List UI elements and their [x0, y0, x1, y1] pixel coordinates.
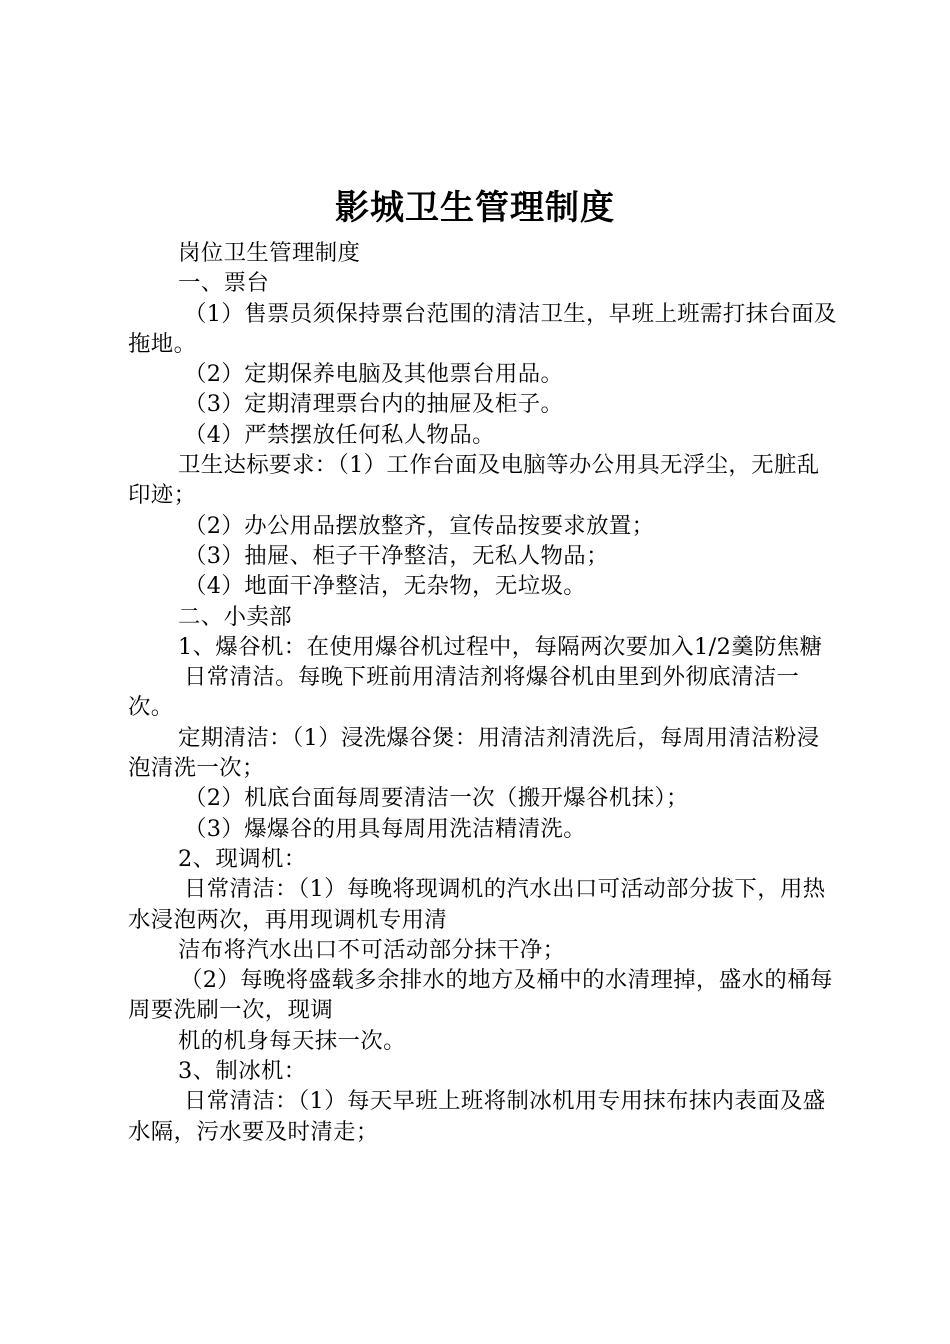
paragraph: （2）定期保养电脑及其他票台用品。 [184, 361, 564, 388]
paragraph: （3）爆爆谷的用具每周用洗洁精清洗。 [184, 815, 587, 842]
section-heading: 3、制冰机： [178, 1058, 307, 1085]
paragraph: （2）机底台面每周要清洁一次（搬开爆谷机抹）； [184, 785, 689, 812]
paragraph: 日常清洁。每晚下班前用清洁剂将爆谷机由里到外彻底清洁一次。 [128, 664, 800, 721]
paragraph: （4）地面干净整洁，无杂物，无垃圾。 [184, 573, 587, 600]
paragraph: 卫生达标要求：（1）工作台面及电脑等办公用具无浮尘，无脏乱印迹； [128, 452, 820, 509]
document-title: 影城卫生管理制度 [335, 188, 615, 228]
paragraph: 1、爆谷机：在使用爆谷机过程中，每隔两次要加入1/2羹防焦糖 [178, 633, 823, 660]
paragraph: 定期清洁：（1）浸洗爆谷煲：用清洁剂清洗后，每周用清洁粉浸泡清洗一次； [128, 724, 820, 782]
paragraph: 日常清洁：（1）每晚将现调机的汽水出口可活动部分拔下，用热水浸泡两次，再用现调机专用清 [128, 876, 826, 933]
paragraph: （2）每晚将盛载多余排水的地方及桶中的水清理掉，盛水的桶每周要洗刷一次，现调 [128, 967, 833, 1024]
paragraph: （4）严禁摆放任何私人物品。 [184, 421, 495, 448]
paragraph: （1）售票员须保持票台范围的清洁卫生，早班上班需打抹台面及拖地。 [128, 300, 837, 357]
paragraph: 岗位卫生管理制度 [178, 240, 361, 266]
section-heading: 一、票台 [178, 270, 270, 297]
paragraph: （3）定期清理票台内的抽屉及柜子。 [184, 391, 564, 418]
paragraph: 机的机身每天抹一次。 [178, 1027, 406, 1054]
document-body [128, 238, 838, 1147]
paragraph: 日常清洁：（1）每天早班上班将制冰机用专用抹布抹内表面及盛水隔，污水要及时清走； [128, 1088, 826, 1145]
section-heading: 二、小卖部 [178, 603, 292, 630]
section-heading: 2、现调机： [178, 845, 307, 872]
paragraph: 洁布将汽水出口不可活动部分抹干净； [178, 936, 566, 963]
paragraph: （3）抽屉、柜子干净整洁，无私人物品； [184, 542, 609, 569]
paragraph: （2）办公用品摆放整齐，宣传品按要求放置； [184, 512, 655, 539]
